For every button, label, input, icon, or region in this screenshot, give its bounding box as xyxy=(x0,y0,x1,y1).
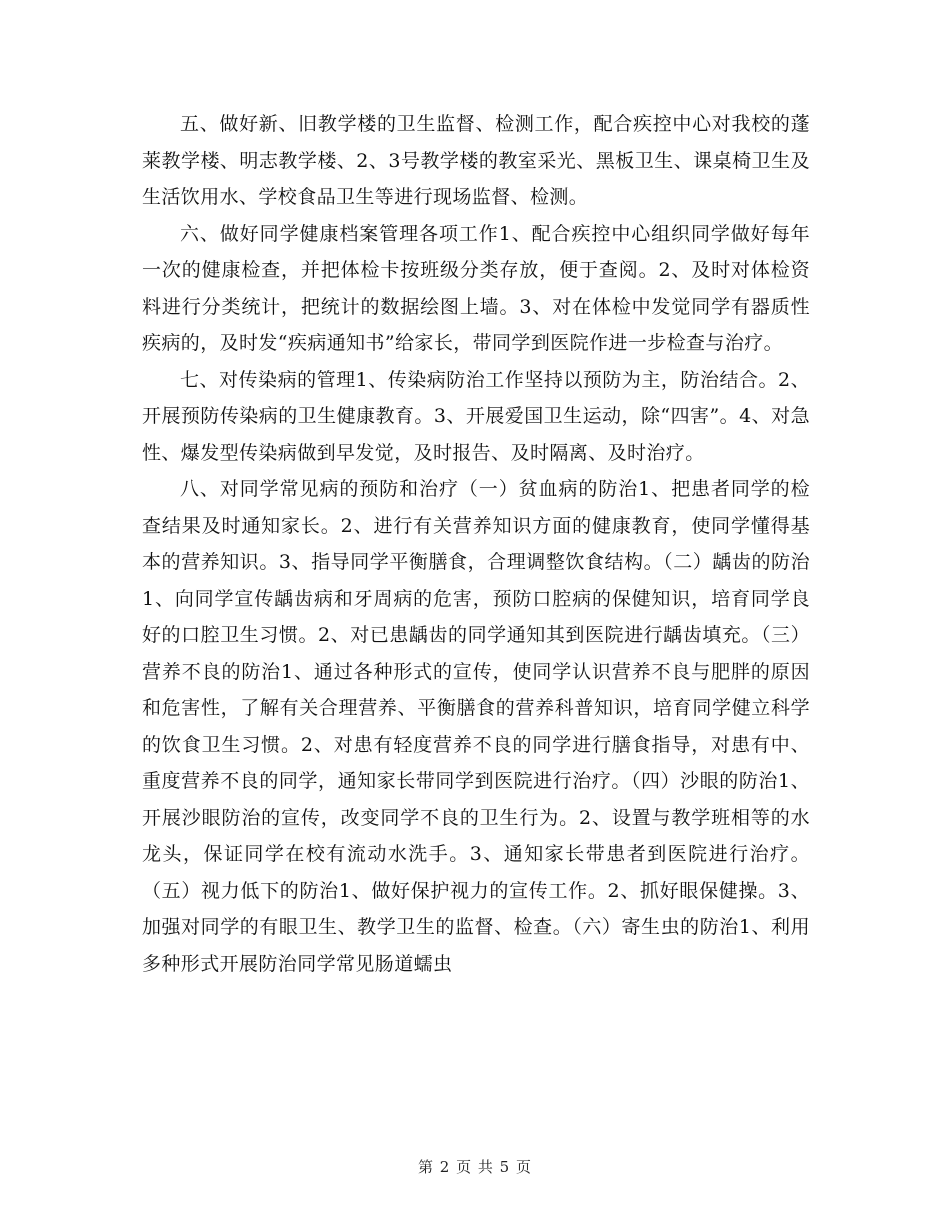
paragraph-section-5: 五、做好新、旧教学楼的卫生监督、检测工作，配合疾控中心对我校的蓬莱教学楼、明志教学楼、2、3号教学楼的教室采光、黑板卫生、课桌椅卫生及生活饮用水、学校食品卫生等进行现场监督、检测。 xyxy=(142,113,810,208)
page-number-footer: 第 2 页 共 5 页 xyxy=(418,1158,532,1176)
document-body xyxy=(142,106,810,982)
paragraph-section-8: 八、对同学常见病的预防和治疗（一）贫血病的防治1、把患者同学的检查结果及时通知家长。2、进行有关营养知识方面的健康教育，使同学懂得基本的营养知识。3、指导同学平衡膳食，合理调整饮食结构。（二）龋齿的防治1、向同学宣传龋齿病和牙周病的危害，预防口腔病的保健知识，培育同学良好的口腔卫生习惯。2、对已患龋齿的同学通知其到医院进行龋齿填充。（三）营养不良的防治1、通过各种形式的宣传，使同学认识营养不良与肥胖的原因和危害性，了解有关合理营养、平衡膳食的营养科普知识，培育同学健立科学的饮食卫生习惯。2、对患有轻度营养不良的同学进行膳食指导，对患有中、重度营养不良的同学，通知家长带同学到医院进行治疗。（四）沙眼的防治1、开展沙眼防治的宣传，改变同学不良的卫生行为。2、设置与教学班相等的水龙头，保证同学在校有流动水洗手。3、通知家长带患者到医院进行治疗。（五）视力低下的防治1、做好保护视力的宣传工作。2、抓好眼保健操。3、加强对同学的有眼卫生、教学卫生的监督、检查。（六）寄生虫的防治1、利用多种形式开展防治同学常见肠道蠕虫 xyxy=(142,478,810,975)
paragraph-section-7: 七、对传染病的管理1、传染病防治工作坚持以预防为主，防治结合。2、开展预防传染病的卫生健康教育。3、开展爱国卫生运动，除“四害”。4、对急性、爆发型传染病做到早发觉，及时报告、及时隔离、及时治疗。 xyxy=(142,368,810,464)
paragraph-section-6: 六、做好同学健康档案管理各项工作1、配合疾控中心组织同学做好每年一次的健康检查，并把体检卡按班级分类存放，便于查阅。2、及时对体检资料进行分类统计，把统计的数据绘图上墙。3、对在体检中发觉同学有器质性疾病的，及时发“疾病通知书”给家长，带同学到医院作进一步检查与治疗。 xyxy=(142,222,810,354)
